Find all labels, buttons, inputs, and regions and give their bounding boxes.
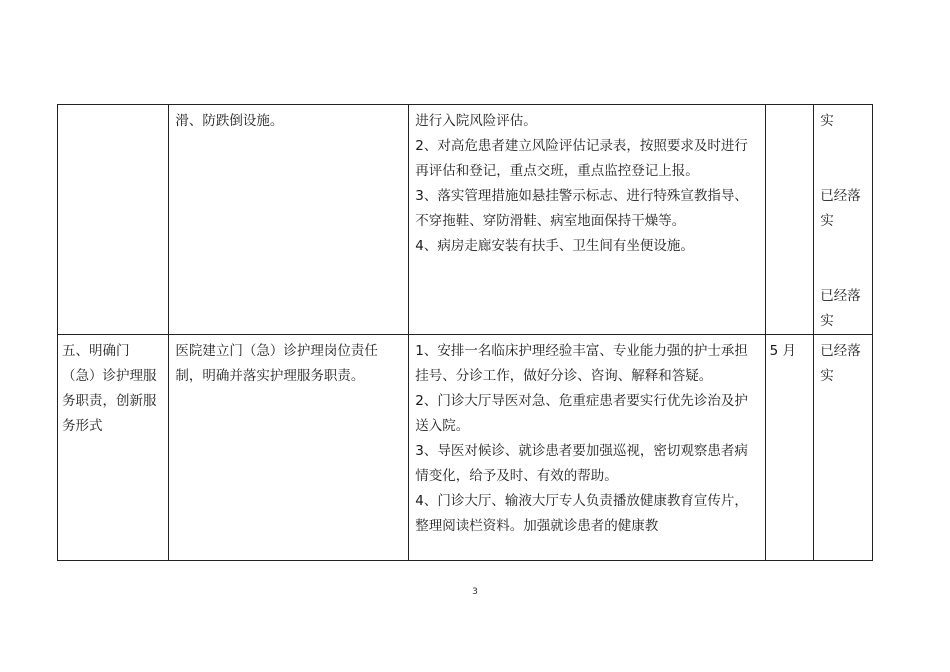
page-number: 3: [472, 587, 478, 597]
status-cell: [814, 105, 873, 335]
measure-paragraph: 2、门诊大厅导医对急、危重症患者要实行优先诊治及护送入院。: [415, 393, 748, 434]
measure-paragraph: 4、门诊大厅、输液大厅专人负责播放健康教育宣传片，整理阅读栏资料。加强就诊患者的健康教: [415, 493, 748, 534]
time-cell: [765, 335, 814, 561]
requirement-text: 医院建立门（急）诊护理岗位责任制，明确并落实护理服务职责。: [175, 343, 378, 384]
status-line: 实: [820, 313, 834, 329]
status-line: [820, 259, 866, 284]
table-row: [58, 105, 873, 335]
measure-paragraph: 1、安排一名临床护理经验丰富、专业能力强的护士承担挂号、分诊工作，做好分诊、咨询、解释和答疑。: [415, 343, 748, 384]
requirement-text: 滑、防跌倒设施。: [175, 113, 284, 129]
status-line: [820, 134, 866, 159]
status-line: 实: [820, 113, 834, 129]
item-text: 五、明确门（急）诊护理服务职责，创新服务形式: [62, 343, 157, 434]
measure-paragraph: 3、落实管理措施如悬挂警示标志、进行特殊宣教指导、不穿拖鞋、穿防滑鞋、病室地面保持干燥等。: [415, 188, 748, 229]
status-line: 已经落: [820, 343, 861, 359]
measures-cell: [409, 105, 765, 335]
measure-paragraph: 3、导医对候诊、就诊患者要加强巡视，密切观察患者病情变化，给予及时、有效的帮助。: [415, 443, 748, 484]
item-cell: [58, 105, 169, 335]
status-line: 实: [820, 368, 834, 384]
status-line: [820, 234, 866, 259]
status-line: [820, 159, 866, 184]
measure-paragraph: 2、对高危患者建立风险评估记录表，按照要求及时进行再评估和登记，重点交班，重点监控登记上报。: [415, 138, 748, 179]
requirement-cell: [169, 335, 409, 561]
requirement-cell: [169, 105, 409, 335]
status-line: 实: [820, 213, 834, 229]
status-cell: [814, 335, 873, 561]
time-cell: [765, 105, 814, 335]
time-text: 5 月: [769, 343, 797, 359]
measures-cell: [409, 335, 765, 561]
measure-paragraph: 进行入院风险评估。: [415, 113, 537, 129]
measure-paragraph: 4、病房走廊安装有扶手、卫生间有坐便设施。: [415, 238, 694, 254]
document-table: [57, 104, 873, 561]
table-row: [58, 335, 873, 561]
status-line: 已经落: [820, 288, 861, 304]
status-line: 已经落: [820, 188, 861, 204]
item-cell: [58, 335, 169, 561]
